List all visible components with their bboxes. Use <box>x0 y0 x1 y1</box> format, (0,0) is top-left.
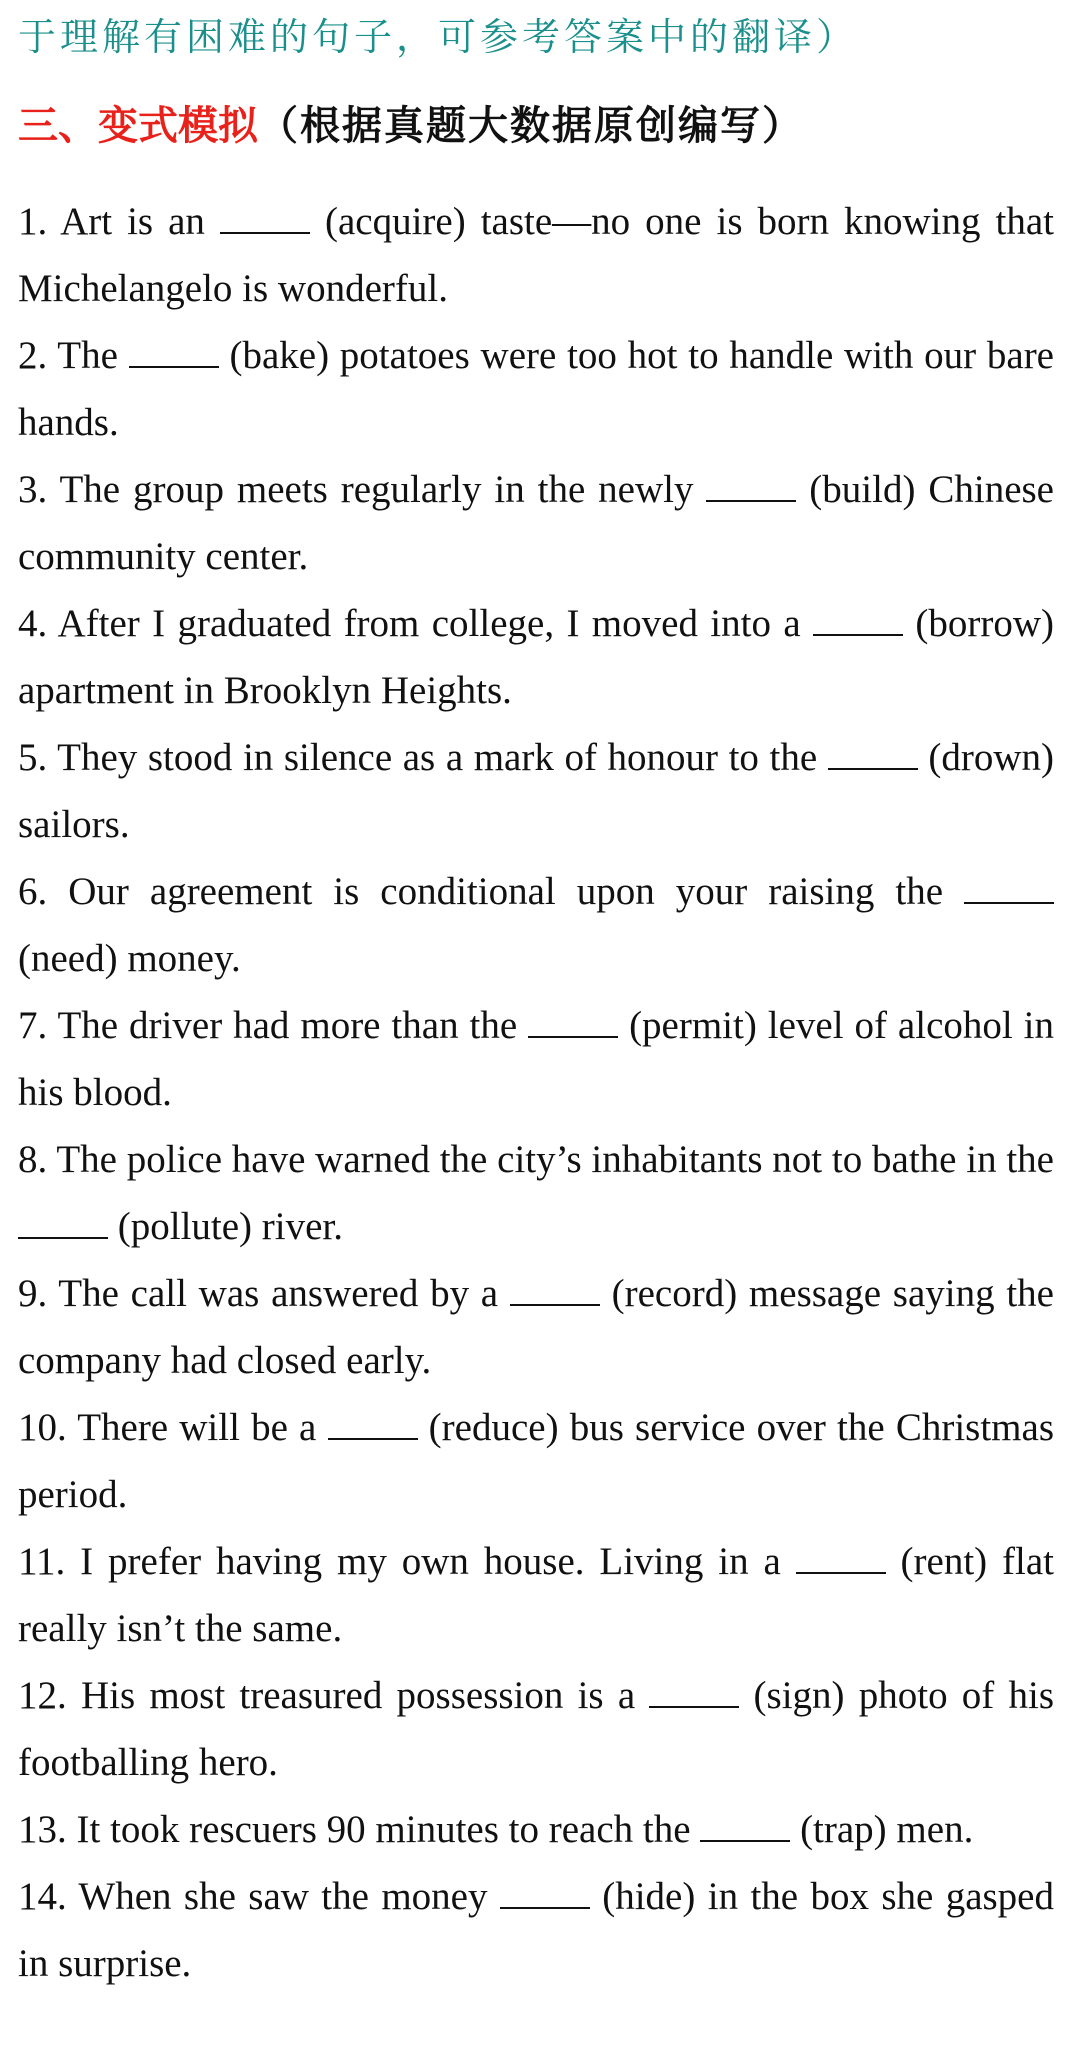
question-text-before: 12. His most treasured possession is a <box>18 1674 636 1717</box>
question-text-before: 7. The driver had more than the <box>18 1004 518 1047</box>
question-text-after: (bake) potatoes were too hot to handle with our bare hands. <box>18 334 1054 444</box>
answer-blank <box>828 738 918 770</box>
question-10 <box>18 1394 1054 1528</box>
question-text-before: 10. There will be a <box>18 1406 317 1449</box>
question-text-before: 5. They stood in silence as a mark of honour to the <box>18 736 818 779</box>
question-5 <box>18 724 1054 858</box>
question-7 <box>18 992 1054 1126</box>
question-text-after: (permit) level of alcohol in his blood. <box>18 1004 1055 1114</box>
question-text-after: (reduce) bus service over the Christmas period. <box>18 1406 1054 1516</box>
question-text-before: 1. Art is an <box>18 200 205 243</box>
answer-blank <box>129 336 219 368</box>
question-text-before: 8. The police have warned the city’s inhabitants not to bathe in the <box>18 1138 1054 1181</box>
question-text-after: (acquire) taste—no one is born knowing that Michelangelo is wonderful. <box>18 200 1054 310</box>
question-2 <box>18 322 1054 456</box>
question-text-before: 3. The group meets regularly in the newly <box>18 468 694 511</box>
answer-blank <box>328 1408 418 1440</box>
question-text-before: 4. After I graduated from college, I moved into a <box>18 602 801 645</box>
question-6 <box>18 858 1054 992</box>
answer-blank <box>220 202 310 234</box>
answer-blank <box>796 1542 886 1574</box>
question-14 <box>18 1863 1054 1997</box>
question-11 <box>18 1528 1054 1662</box>
answer-blank <box>964 872 1054 904</box>
question-8 <box>18 1126 1054 1260</box>
question-text-after: (hide) in the box she gasped in surprise. <box>18 1875 1054 1985</box>
question-list <box>18 188 1054 1997</box>
question-13 <box>18 1796 1054 1863</box>
question-text-after: (sign) photo of his footballing hero. <box>18 1674 1055 1784</box>
answer-blank <box>510 1274 600 1306</box>
intro-line: 于理解有困难的句子，可参考答案中的翻译） <box>18 15 859 59</box>
section-heading <box>18 98 1054 154</box>
question-3 <box>18 456 1054 590</box>
question-text-after: (drown) sailors. <box>18 736 1054 846</box>
question-text-before: 9. The call was answered by a <box>18 1272 499 1315</box>
section-title: 三、变式模拟 <box>18 102 258 149</box>
question-text-before: 2. The <box>18 334 118 377</box>
question-text-after: (build) Chinese community center. <box>18 468 1054 578</box>
answer-blank <box>528 1006 618 1038</box>
question-text-after: (record) message saying the company had closed early. <box>18 1272 1054 1382</box>
question-12 <box>18 1662 1054 1796</box>
question-text-after: (need) money. <box>18 937 241 980</box>
answer-blank <box>706 470 796 502</box>
question-4 <box>18 590 1054 724</box>
question-text-after: (rent) flat really isn’t the same. <box>18 1540 1055 1650</box>
answer-blank <box>813 604 903 636</box>
question-text-after: (borrow) apartment in Brooklyn Heights. <box>18 602 1055 712</box>
question-text-before: 14. When she saw the money <box>18 1875 488 1918</box>
question-text-before: 11. I prefer having my own house. Living in a <box>18 1540 781 1583</box>
answer-blank <box>18 1207 108 1239</box>
question-9 <box>18 1260 1054 1394</box>
question-text-after: (trap) men. <box>790 1808 974 1851</box>
section-note: （根据真题大数据原创编写） <box>258 102 804 149</box>
answer-blank <box>500 1877 590 1909</box>
answer-blank <box>700 1810 790 1842</box>
answer-blank <box>649 1676 739 1708</box>
question-text-before: 13. It took rescuers 90 minutes to reach the <box>18 1808 691 1851</box>
question-1 <box>18 188 1054 322</box>
question-text-after: (pollute) river. <box>108 1205 344 1248</box>
question-text-before: 6. Our agreement is conditional upon your raising the <box>18 870 943 913</box>
